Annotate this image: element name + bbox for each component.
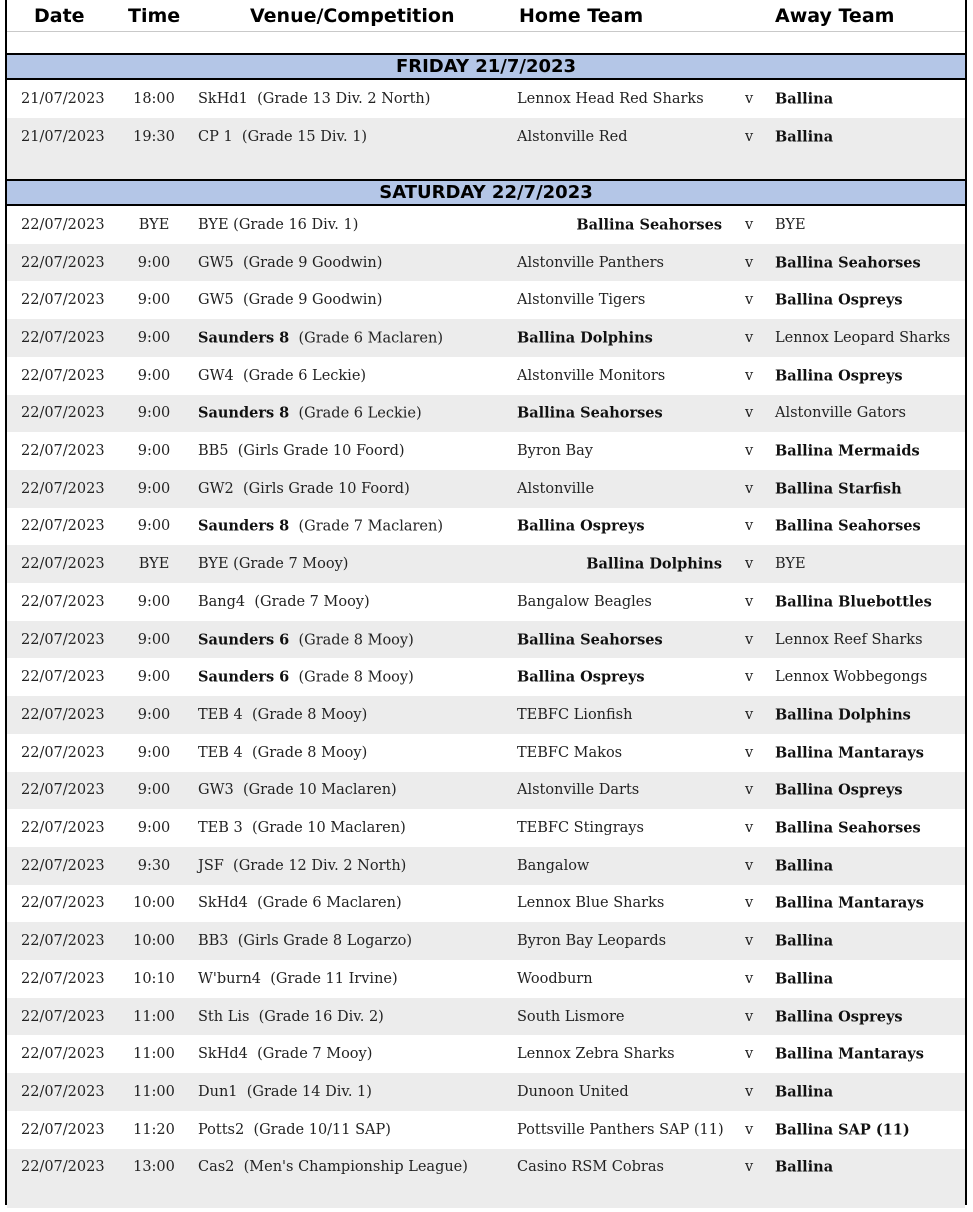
match-time: BYE (138, 216, 170, 233)
venue-competition (198, 1009, 384, 1025)
match-date: 22/07/2023 (21, 443, 105, 460)
away-team: Lennox Reef Sharks (775, 631, 923, 648)
venue-competition (198, 707, 367, 723)
fixture-row (7, 432, 965, 470)
versus-label: v (745, 1046, 754, 1063)
match-time: 9:00 (137, 254, 171, 271)
match-time: BYE (138, 556, 170, 573)
home-team: Casino RSM Cobras (517, 1159, 664, 1176)
match-time: 9:00 (137, 706, 171, 723)
match-date: 22/07/2023 (21, 631, 105, 648)
match-date: 22/07/2023 (21, 1083, 105, 1100)
match-date: 22/07/2023 (21, 1046, 105, 1063)
competition-grade: (Grade 9 Goodwin) (242, 254, 383, 271)
competition-grade: (Grade 11 Irvine) (270, 970, 398, 987)
away-team: Ballina Ospreys (775, 1008, 903, 1026)
competition-grade: (Grade 6 Maclaren) (257, 895, 402, 912)
versus-label: v (745, 933, 754, 950)
competition-grade: (Grade 10 Maclaren) (242, 782, 397, 799)
versus-label: v (745, 480, 754, 497)
venue-competition (198, 91, 430, 107)
venue-name: GW3 (198, 782, 234, 799)
fixture-row (7, 1035, 965, 1073)
venue-name: CP 1 (198, 128, 233, 145)
match-time: 10:00 (133, 895, 175, 912)
venue-competition (198, 329, 443, 346)
venue-name: GW5 (198, 292, 234, 309)
venue-competition (198, 971, 398, 987)
away-team: Ballina Ospreys (775, 781, 903, 799)
fixture-row (7, 922, 965, 960)
column-header-row (7, 0, 965, 31)
away-team: Ballina (775, 1083, 834, 1101)
match-time: 9:00 (137, 593, 171, 610)
match-time: 9:00 (137, 443, 171, 460)
header-date: Date (34, 5, 85, 27)
versus-label: v (745, 90, 754, 107)
competition-grade: (Grade 8 Mooy) (251, 706, 368, 723)
match-date: 22/07/2023 (21, 292, 105, 309)
fixture-row (7, 545, 965, 583)
fixture-row (7, 658, 965, 696)
match-time: 11:00 (133, 1046, 175, 1063)
venue-name: BB5 (198, 443, 229, 460)
match-date: 22/07/2023 (21, 782, 105, 799)
match-time: 13:00 (133, 1159, 175, 1176)
versus-label: v (745, 744, 754, 761)
venue-competition (198, 255, 382, 271)
match-time: 9:00 (137, 480, 171, 497)
venue-name: Saunders 8 (198, 404, 290, 422)
venue-competition (198, 1159, 468, 1175)
competition-grade: (Girls Grade 8 Logarzo) (237, 933, 412, 950)
match-time: 9:00 (137, 405, 171, 422)
away-team: Ballina (775, 932, 834, 950)
match-date: 22/07/2023 (21, 933, 105, 950)
away-team: Ballina Bluebottles (775, 593, 932, 611)
home-team: Alstonville Darts (517, 782, 640, 799)
venue-competition (198, 443, 405, 459)
competition-grade: (Grade 6 Maclaren) (298, 330, 444, 347)
home-team: Ballina Seahorses (517, 631, 663, 649)
venue-competition (198, 481, 410, 497)
competition-grade: (Grade 10/11 SAP) (253, 1121, 391, 1138)
away-team: Ballina SAP (11) (775, 1121, 910, 1139)
home-team: Ballina Ospreys (517, 668, 645, 686)
home-team: Pottsville Panthers SAP (11) (517, 1121, 724, 1138)
match-time: 9:00 (137, 518, 171, 535)
fixture-row (7, 244, 965, 282)
home-team: Woodburn (517, 970, 593, 987)
fixture-row (7, 583, 965, 621)
away-team: BYE (775, 216, 806, 233)
fixture-row (7, 1073, 965, 1111)
home-team: Ballina Dolphins (586, 555, 722, 573)
versus-label: v (745, 706, 754, 723)
fixture-row (7, 395, 965, 433)
away-team: Ballina Starfish (775, 480, 902, 498)
fixture-row (7, 508, 965, 546)
header-venue: Venue/Competition (250, 5, 455, 27)
venue-competition (198, 933, 412, 949)
venue-name: Sth Lis (198, 1008, 250, 1025)
match-date: 22/07/2023 (21, 706, 105, 723)
competition-grade: (Grade 7 Mooy) (233, 556, 349, 573)
competition-grade: (Grade 13 Div. 2 North) (257, 90, 431, 107)
match-date: 22/07/2023 (21, 1159, 105, 1176)
venue-competition (198, 1046, 372, 1062)
versus-label: v (745, 556, 754, 573)
competition-grade: (Men's Championship League) (243, 1159, 468, 1176)
versus-label: v (745, 1008, 754, 1025)
versus-label: v (745, 593, 754, 610)
venue-name: Potts2 (198, 1121, 245, 1138)
home-team: Ballina Dolphins (517, 329, 653, 347)
versus-label: v (745, 820, 754, 837)
match-time: 19:30 (133, 128, 175, 145)
match-time: 18:00 (133, 90, 175, 107)
venue-competition (198, 129, 367, 145)
away-team: Ballina Seahorses (775, 517, 921, 535)
versus-label: v (745, 292, 754, 309)
versus-label: v (745, 329, 754, 346)
match-date: 21/07/2023 (21, 90, 105, 107)
away-team: Ballina Seahorses (775, 819, 921, 837)
home-team: TEBFC Makos (517, 744, 623, 761)
competition-grade: (Grade 6 Leckie) (298, 405, 422, 422)
versus-label: v (745, 970, 754, 987)
away-team: Ballina Seahorses (775, 254, 921, 272)
home-team: South Lismore (517, 1008, 625, 1025)
venue-competition (198, 518, 443, 535)
versus-label: v (745, 631, 754, 648)
fixture-row (7, 998, 965, 1036)
venue-competition (198, 292, 382, 308)
competition-grade: (Grade 15 Div. 1) (241, 128, 368, 145)
venue-name: BYE (198, 556, 229, 573)
home-team: Ballina Seahorses (576, 216, 722, 234)
match-date: 22/07/2023 (21, 367, 105, 384)
away-team: Ballina (775, 128, 834, 146)
fixture-row (7, 734, 965, 772)
venue-competition (198, 782, 397, 798)
match-time: 9:00 (137, 782, 171, 799)
home-team: Alstonville Monitors (517, 367, 666, 384)
fixture-row (7, 1149, 965, 1187)
match-date: 22/07/2023 (21, 820, 105, 837)
venue-name: Saunders 6 (198, 668, 290, 686)
venue-competition (198, 594, 370, 610)
header-home: Home Team (519, 5, 644, 27)
venue-name: W'burn4 (198, 970, 262, 987)
section-header: FRIDAY 21/7/2023 (7, 53, 965, 80)
venue-name: Cas2 (198, 1159, 235, 1176)
home-team: Bangalow Beagles (517, 593, 652, 610)
venue-name: TEB 4 (198, 744, 243, 761)
competition-grade: (Grade 16 Div. 1) (233, 216, 359, 233)
venue-competition (198, 631, 414, 648)
versus-label: v (745, 405, 754, 422)
venue-name: SkHd4 (198, 1046, 248, 1063)
section-spacer (7, 1186, 965, 1208)
home-team: Bangalow (517, 857, 590, 874)
fixture-row (7, 621, 965, 659)
venue-name: Saunders 6 (198, 631, 290, 649)
venue-name: Saunders 8 (198, 329, 290, 347)
versus-label: v (745, 128, 754, 145)
competition-grade: (Grade 8 Mooy) (298, 632, 414, 649)
fixture-row (7, 357, 965, 395)
match-date: 22/07/2023 (21, 518, 105, 535)
home-team: TEBFC Lionfish (517, 706, 633, 723)
header-away: Away Team (775, 5, 895, 27)
home-team: Ballina Ospreys (517, 517, 645, 535)
match-date: 22/07/2023 (21, 1121, 105, 1138)
match-date: 22/07/2023 (21, 480, 105, 497)
match-date: 22/07/2023 (21, 744, 105, 761)
venue-name: GW4 (198, 367, 234, 384)
away-team: Ballina Mermaids (775, 442, 920, 460)
fixture-row (7, 281, 965, 319)
home-team: Byron Bay Leopards (517, 933, 667, 950)
venue-name: GW2 (198, 480, 234, 497)
fixture-row (7, 960, 965, 998)
home-team: Lennox Blue Sharks (517, 895, 665, 912)
home-team: Ballina Seahorses (517, 404, 663, 422)
competition-grade: (Grade 8 Mooy) (298, 669, 414, 686)
match-date: 22/07/2023 (21, 556, 105, 573)
home-team: Alstonville Panthers (517, 254, 664, 271)
competition-grade: (Grade 7 Mooy) (257, 1046, 373, 1063)
fixture-row (7, 885, 965, 923)
home-team: Lennox Head Red Sharks (517, 90, 704, 107)
venue-competition (198, 820, 406, 836)
competition-grade: (Grade 16 Div. 2) (258, 1008, 384, 1025)
competition-grade: (Grade 10 Maclaren) (251, 820, 406, 837)
home-team: Alstonville Red (517, 128, 628, 145)
away-team: Ballina Mantarays (775, 744, 924, 762)
venue-competition (198, 1084, 372, 1100)
fixture-row (7, 809, 965, 847)
versus-label: v (745, 895, 754, 912)
away-team: Ballina Ospreys (775, 291, 903, 309)
match-date: 22/07/2023 (21, 593, 105, 610)
section-header: SATURDAY 22/7/2023 (7, 179, 965, 206)
match-date: 21/07/2023 (21, 128, 105, 145)
fixture-row (7, 80, 965, 118)
match-date: 22/07/2023 (21, 669, 105, 686)
match-time: 11:00 (133, 1008, 175, 1025)
match-time: 11:00 (133, 1083, 175, 1100)
competition-grade: (Grade 6 Leckie) (242, 367, 367, 384)
match-date: 22/07/2023 (21, 216, 105, 233)
venue-competition (198, 669, 414, 686)
versus-label: v (745, 1121, 754, 1138)
fixture-row (7, 206, 965, 244)
home-team: TEBFC Stingrays (517, 820, 644, 837)
home-team: Alstonville (517, 480, 595, 497)
versus-label: v (745, 857, 754, 874)
match-time: 10:00 (133, 933, 175, 950)
fixture-row (7, 1111, 965, 1149)
versus-label: v (745, 216, 754, 233)
venue-competition (198, 895, 402, 911)
venue-competition (198, 745, 367, 761)
match-date: 22/07/2023 (21, 329, 105, 346)
competition-grade: (Grade 8 Mooy) (251, 744, 368, 761)
match-date: 22/07/2023 (21, 1008, 105, 1025)
competition-grade: (Girls Grade 10 Foord) (237, 443, 405, 460)
venue-competition (198, 368, 366, 384)
competition-grade: (Grade 7 Mooy) (254, 593, 370, 610)
match-time: 11:20 (133, 1121, 175, 1138)
match-date: 22/07/2023 (21, 254, 105, 271)
away-team: Ballina Dolphins (775, 706, 911, 724)
venue-name: BB3 (198, 933, 229, 950)
venue-name: GW5 (198, 254, 234, 271)
venue-name: Bang4 (198, 593, 246, 610)
home-team: Byron Bay (517, 443, 593, 460)
match-time: 10:10 (133, 970, 175, 987)
versus-label: v (745, 518, 754, 535)
venue-name: TEB 3 (198, 820, 243, 837)
match-time: 9:30 (137, 857, 171, 874)
away-team: Ballina Mantarays (775, 1045, 924, 1063)
match-time: 9:00 (137, 292, 171, 309)
away-team: Ballina (775, 1158, 834, 1176)
away-team: Ballina Ospreys (775, 367, 903, 385)
away-team: Ballina (775, 970, 834, 988)
match-time: 9:00 (137, 367, 171, 384)
competition-grade: (Grade 12 Div. 2 North) (233, 857, 407, 874)
versus-label: v (745, 669, 754, 686)
competition-grade: (Grade 14 Div. 1) (246, 1083, 372, 1100)
versus-label: v (745, 1083, 754, 1100)
versus-label: v (745, 367, 754, 384)
venue-competition (198, 556, 348, 572)
header-divider (7, 31, 965, 32)
home-team: Alstonville Tigers (517, 292, 646, 309)
venue-competition (198, 217, 358, 233)
header-time: Time (128, 5, 181, 27)
fixture-row (7, 470, 965, 508)
venue-competition (198, 1122, 391, 1138)
section-spacer (7, 155, 965, 179)
competition-grade: (Girls Grade 10 Foord) (242, 480, 410, 497)
home-team: Lennox Zebra Sharks (517, 1046, 675, 1063)
match-time: 9:00 (137, 329, 171, 346)
venue-name: BYE (198, 216, 229, 233)
versus-label: v (745, 254, 754, 271)
match-time: 9:00 (137, 631, 171, 648)
away-team: Ballina Mantarays (775, 894, 924, 912)
match-date: 22/07/2023 (21, 970, 105, 987)
fixture-sheet (5, 0, 967, 1205)
venue-name: SkHd1 (198, 90, 248, 107)
away-team: Ballina (775, 857, 834, 875)
fixture-row (7, 319, 965, 357)
versus-label: v (745, 443, 754, 460)
venue-name: SkHd4 (198, 895, 248, 912)
match-date: 22/07/2023 (21, 895, 105, 912)
away-team: Ballina (775, 90, 834, 108)
match-time: 9:00 (137, 669, 171, 686)
match-date: 22/07/2023 (21, 405, 105, 422)
competition-grade: (Grade 7 Maclaren) (298, 518, 444, 535)
away-team: BYE (775, 556, 806, 573)
venue-name: Dun1 (198, 1083, 238, 1100)
home-team: Dunoon United (517, 1083, 629, 1100)
away-team: Lennox Wobbegongs (775, 669, 928, 686)
venue-competition (198, 858, 406, 874)
venue-competition (198, 405, 422, 422)
competition-grade: (Grade 9 Goodwin) (242, 292, 383, 309)
versus-label: v (745, 782, 754, 799)
fixture-row (7, 772, 965, 810)
match-time: 9:00 (137, 744, 171, 761)
fixture-row (7, 118, 965, 156)
fixture-row (7, 696, 965, 734)
fixture-row (7, 847, 965, 885)
match-time: 9:00 (137, 820, 171, 837)
match-date: 22/07/2023 (21, 857, 105, 874)
venue-name: Saunders 8 (198, 517, 290, 535)
away-team: Alstonville Gators (775, 405, 906, 422)
away-team: Lennox Leopard Sharks (775, 329, 951, 346)
versus-label: v (745, 1159, 754, 1176)
venue-name: TEB 4 (198, 706, 243, 723)
venue-name: JSF (198, 857, 224, 874)
